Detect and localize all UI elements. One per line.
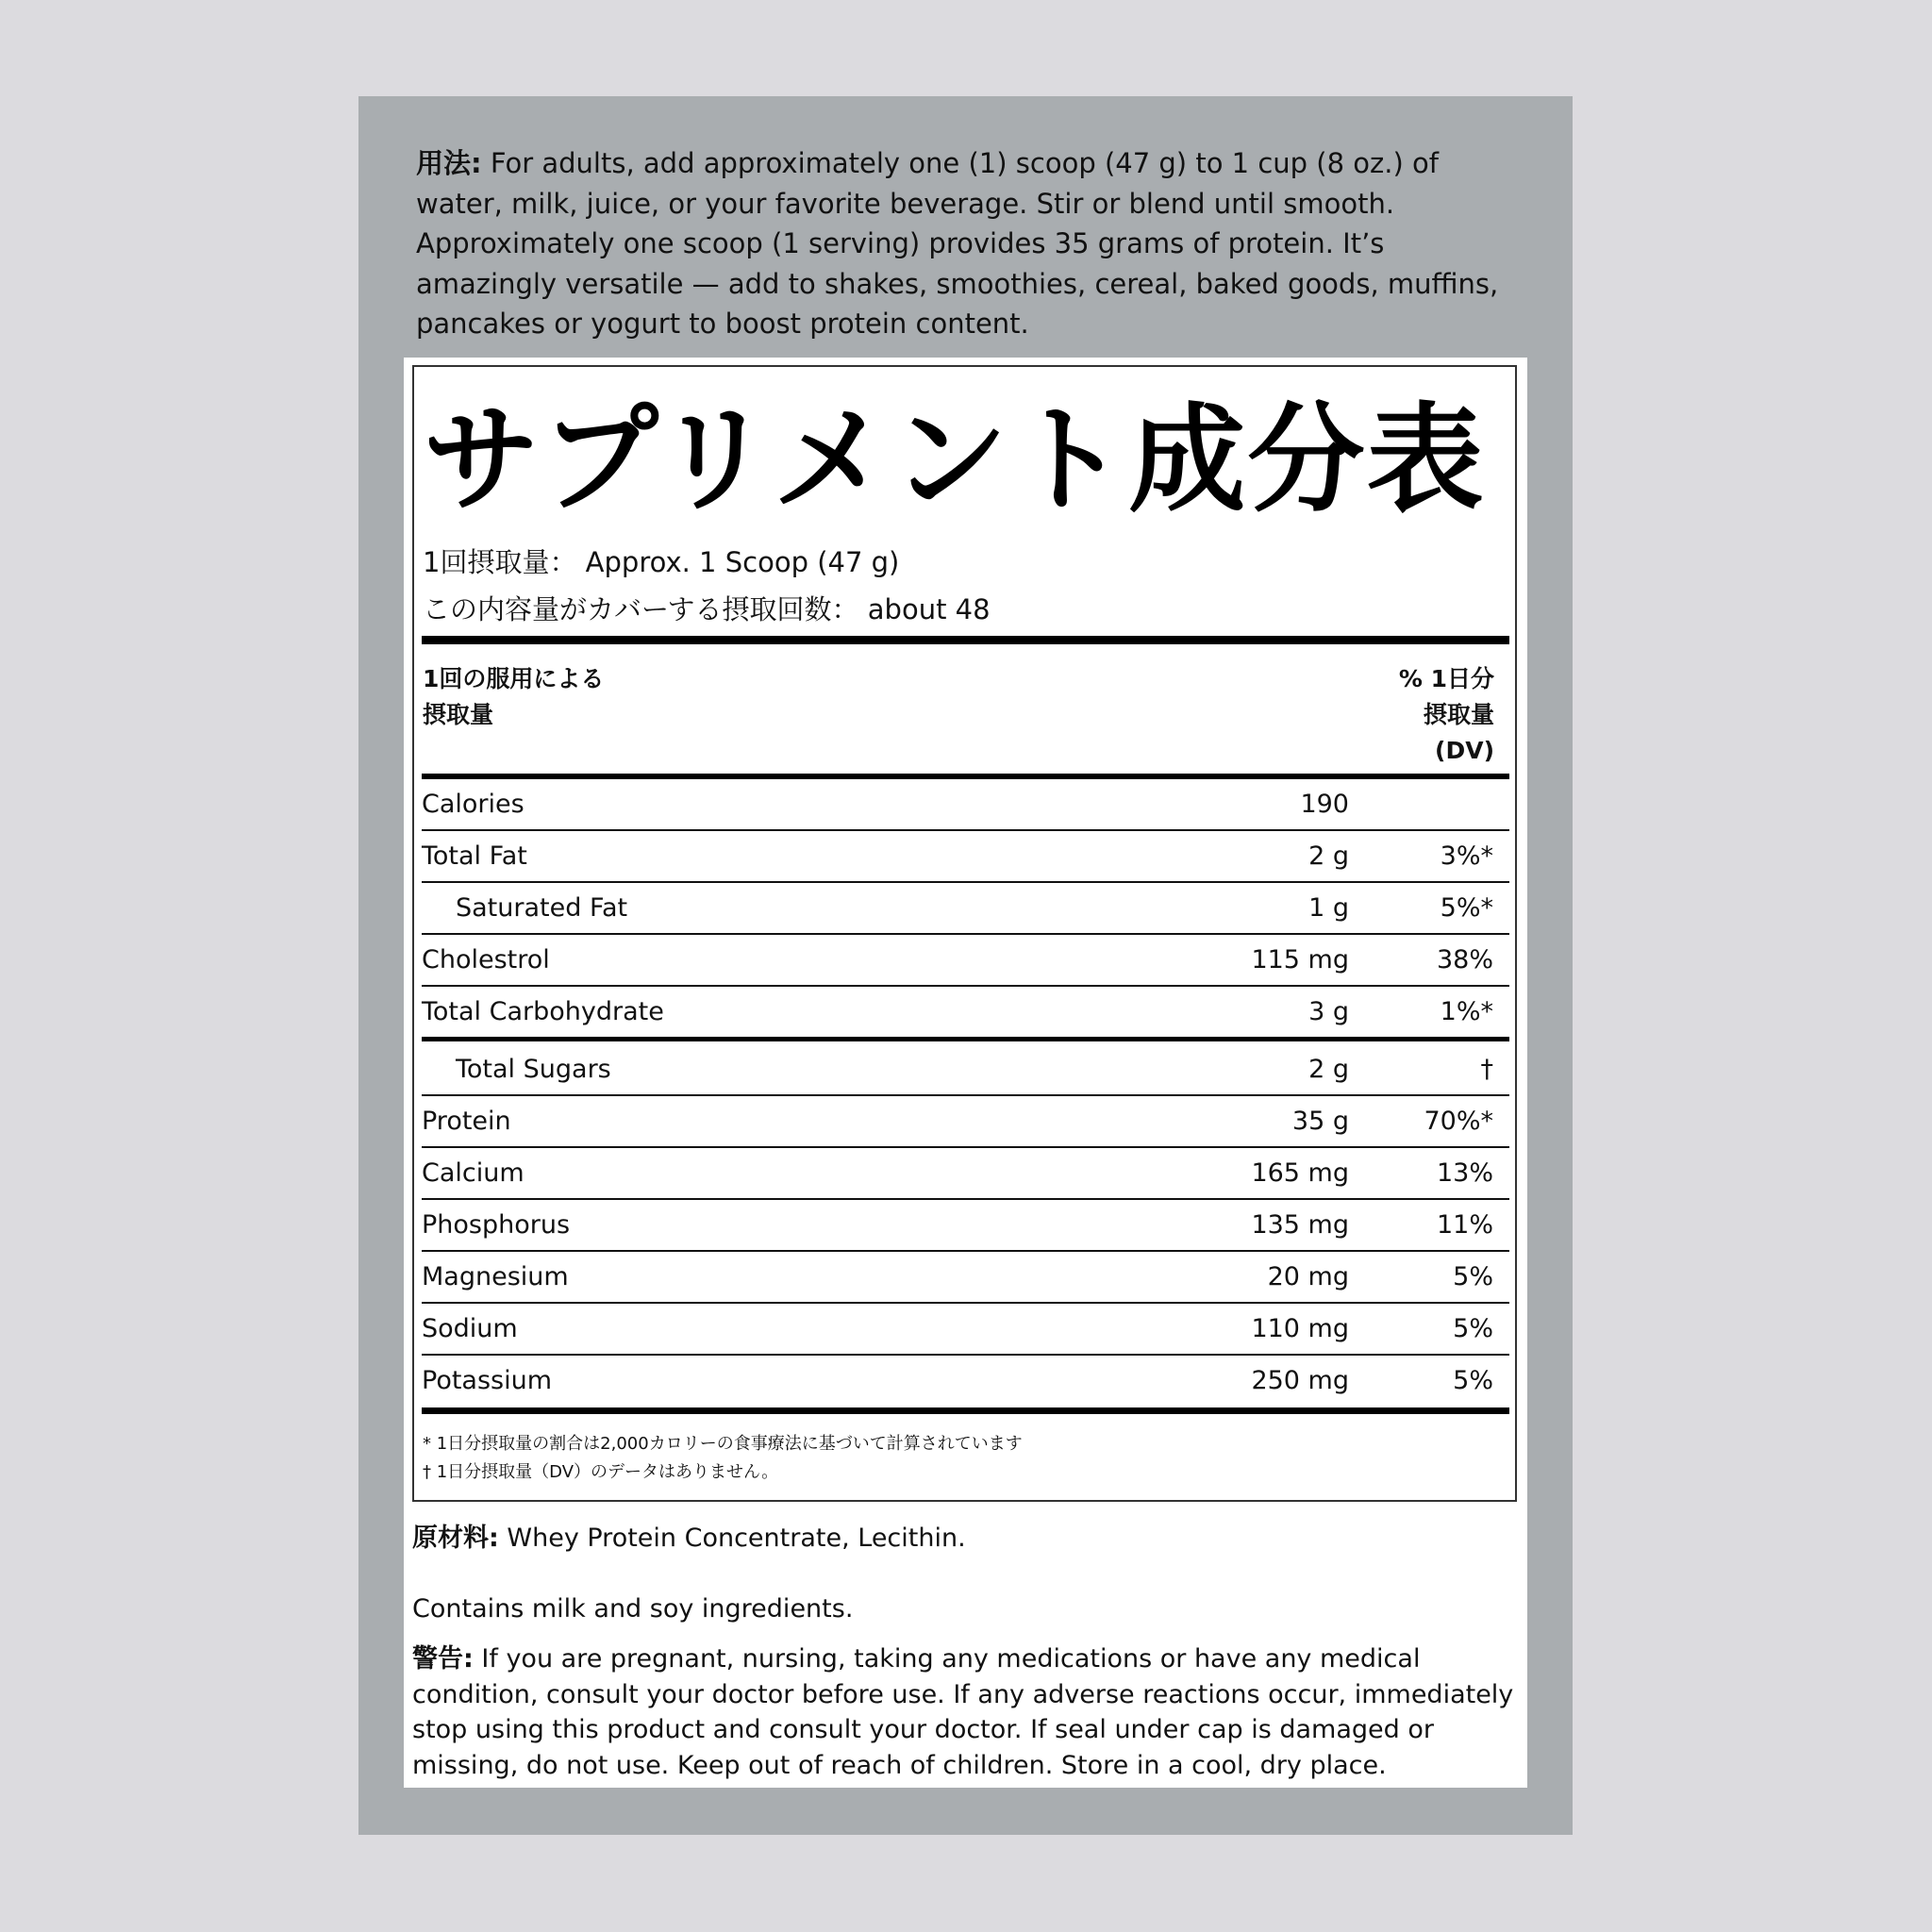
nutrient-amount: 1 g bbox=[1308, 893, 1349, 923]
nutrient-row bbox=[422, 1252, 1509, 1304]
directions-body: For adults, add approximately one (1) scoop (47 g) to 1 cup (8 oz.) of water, milk, juice, or your favorite beverage. Stir or blend until smooth. Approximately one scoop (1 serving) provides 35 grams of protein. It’s amazingly versatile — add to shakes, smoothies, cereal, baked goods, muffins, pancakes or yogurt to boost protein content. bbox=[416, 147, 1499, 340]
nutrient-name: Sodium bbox=[422, 1314, 518, 1343]
nutrient-row bbox=[422, 935, 1509, 987]
nutrient-name: Calories bbox=[422, 790, 525, 819]
header-amount-per-serving-2: 摂取量 bbox=[423, 701, 494, 728]
nutrient-amount: 2 g bbox=[1308, 841, 1349, 871]
nutrient-row bbox=[422, 831, 1509, 883]
thick-divider bbox=[422, 636, 1509, 644]
nutrient-name: Protein bbox=[422, 1107, 511, 1136]
warning-body: If you are pregnant, nursing, taking any medications or have any medical condition, consult your doctor before use. If any adverse reactions occur, immediately stop using this product and consult your doctor. If seal under cap is damaged or missing, do not use. Keep out of reach of children. Store in a cool, dry place. bbox=[412, 1644, 1514, 1780]
nutrient-amount: 115 mg bbox=[1251, 945, 1349, 974]
nutrient-amount: 250 mg bbox=[1251, 1366, 1349, 1395]
nutrient-amount: 110 mg bbox=[1251, 1314, 1349, 1343]
nutrient-name: Total Sugars bbox=[456, 1055, 611, 1084]
nutrient-row bbox=[422, 1304, 1509, 1356]
nutrient-amount: 3 g bbox=[1308, 997, 1349, 1026]
header-daily-value-2: 摂取量 bbox=[1423, 701, 1494, 728]
serving-size: 1回摂取量： Approx. 1 Scoop (47 g) bbox=[423, 546, 900, 578]
nutrient-name: Potassium bbox=[422, 1366, 553, 1395]
nutrient-dv: 5%* bbox=[1440, 893, 1493, 923]
allergen-statement: Contains milk and soy ingredients. bbox=[412, 1594, 854, 1624]
nutrient-row bbox=[422, 883, 1509, 935]
bottom-divider bbox=[422, 1407, 1509, 1414]
nutrient-row bbox=[422, 1148, 1509, 1200]
nutrient-name: Calcium bbox=[422, 1158, 525, 1188]
nutrient-row bbox=[422, 1356, 1509, 1407]
nutrient-dv: 1%* bbox=[1440, 997, 1493, 1026]
nutrient-name: Total Carbohydrate bbox=[422, 997, 664, 1026]
nutrient-name: Saturated Fat bbox=[456, 893, 628, 923]
nutrient-amount: 20 mg bbox=[1267, 1262, 1349, 1291]
nutrient-dv: † bbox=[1480, 1055, 1493, 1084]
warning-label: 警告: bbox=[412, 1644, 474, 1674]
nutrient-amount: 190 bbox=[1300, 790, 1349, 819]
nutrient-row bbox=[422, 1041, 1509, 1096]
nutrient-amount: 135 mg bbox=[1251, 1210, 1349, 1240]
nutrient-row bbox=[422, 1096, 1509, 1148]
header-daily-value-3: (DV) bbox=[1435, 737, 1494, 764]
nutrient-row bbox=[422, 1200, 1509, 1252]
header-daily-value-1: % 1日分 bbox=[1398, 665, 1494, 692]
warning-text bbox=[412, 1641, 1525, 1783]
nutrient-dv: 5% bbox=[1453, 1366, 1493, 1395]
ingredients-label: 原材料: bbox=[412, 1524, 499, 1553]
nutrient-name: Phosphorus bbox=[422, 1210, 571, 1240]
nutrient-name: Total Fat bbox=[422, 841, 527, 871]
nutrient-name: Cholestrol bbox=[422, 945, 550, 974]
footnote-daily-value: * 1日分摂取量の割合は2,000カロリーの食事療法に基づいて計算されています bbox=[423, 1434, 1023, 1454]
nutrient-amount: 2 g bbox=[1308, 1055, 1349, 1084]
nutrient-row bbox=[422, 779, 1509, 831]
nutrient-name: Magnesium bbox=[422, 1262, 569, 1291]
ingredients-body: Whey Protein Concentrate, Lecithin. bbox=[498, 1524, 966, 1553]
nutrient-dv: 5% bbox=[1453, 1314, 1493, 1343]
nutrient-dv: 38% bbox=[1436, 945, 1493, 974]
ingredients-text bbox=[412, 1521, 1525, 1557]
nutrient-dv: 5% bbox=[1453, 1262, 1493, 1291]
nutrient-dv: 3%* bbox=[1440, 841, 1493, 871]
nutrient-amount: 35 g bbox=[1291, 1107, 1349, 1136]
nutrient-dv: 11% bbox=[1436, 1210, 1493, 1240]
nutrient-row bbox=[422, 987, 1509, 1041]
nutrient-amount: 165 mg bbox=[1251, 1158, 1349, 1188]
servings-per-container: この内容量がカバーする摂取回数： about 48 bbox=[423, 593, 991, 625]
directions-text bbox=[416, 143, 1520, 344]
header-amount-per-serving-1: 1回の服用による bbox=[423, 665, 605, 692]
footnote-no-daily-value: † 1日分摂取量（DV）のデータはありません。 bbox=[423, 1462, 779, 1482]
directions-label: 用法: bbox=[416, 147, 482, 179]
nutrient-dv: 70%* bbox=[1424, 1107, 1493, 1136]
nutrient-dv: 13% bbox=[1436, 1158, 1493, 1188]
facts-title: サプリメント成分表 bbox=[423, 392, 1486, 528]
